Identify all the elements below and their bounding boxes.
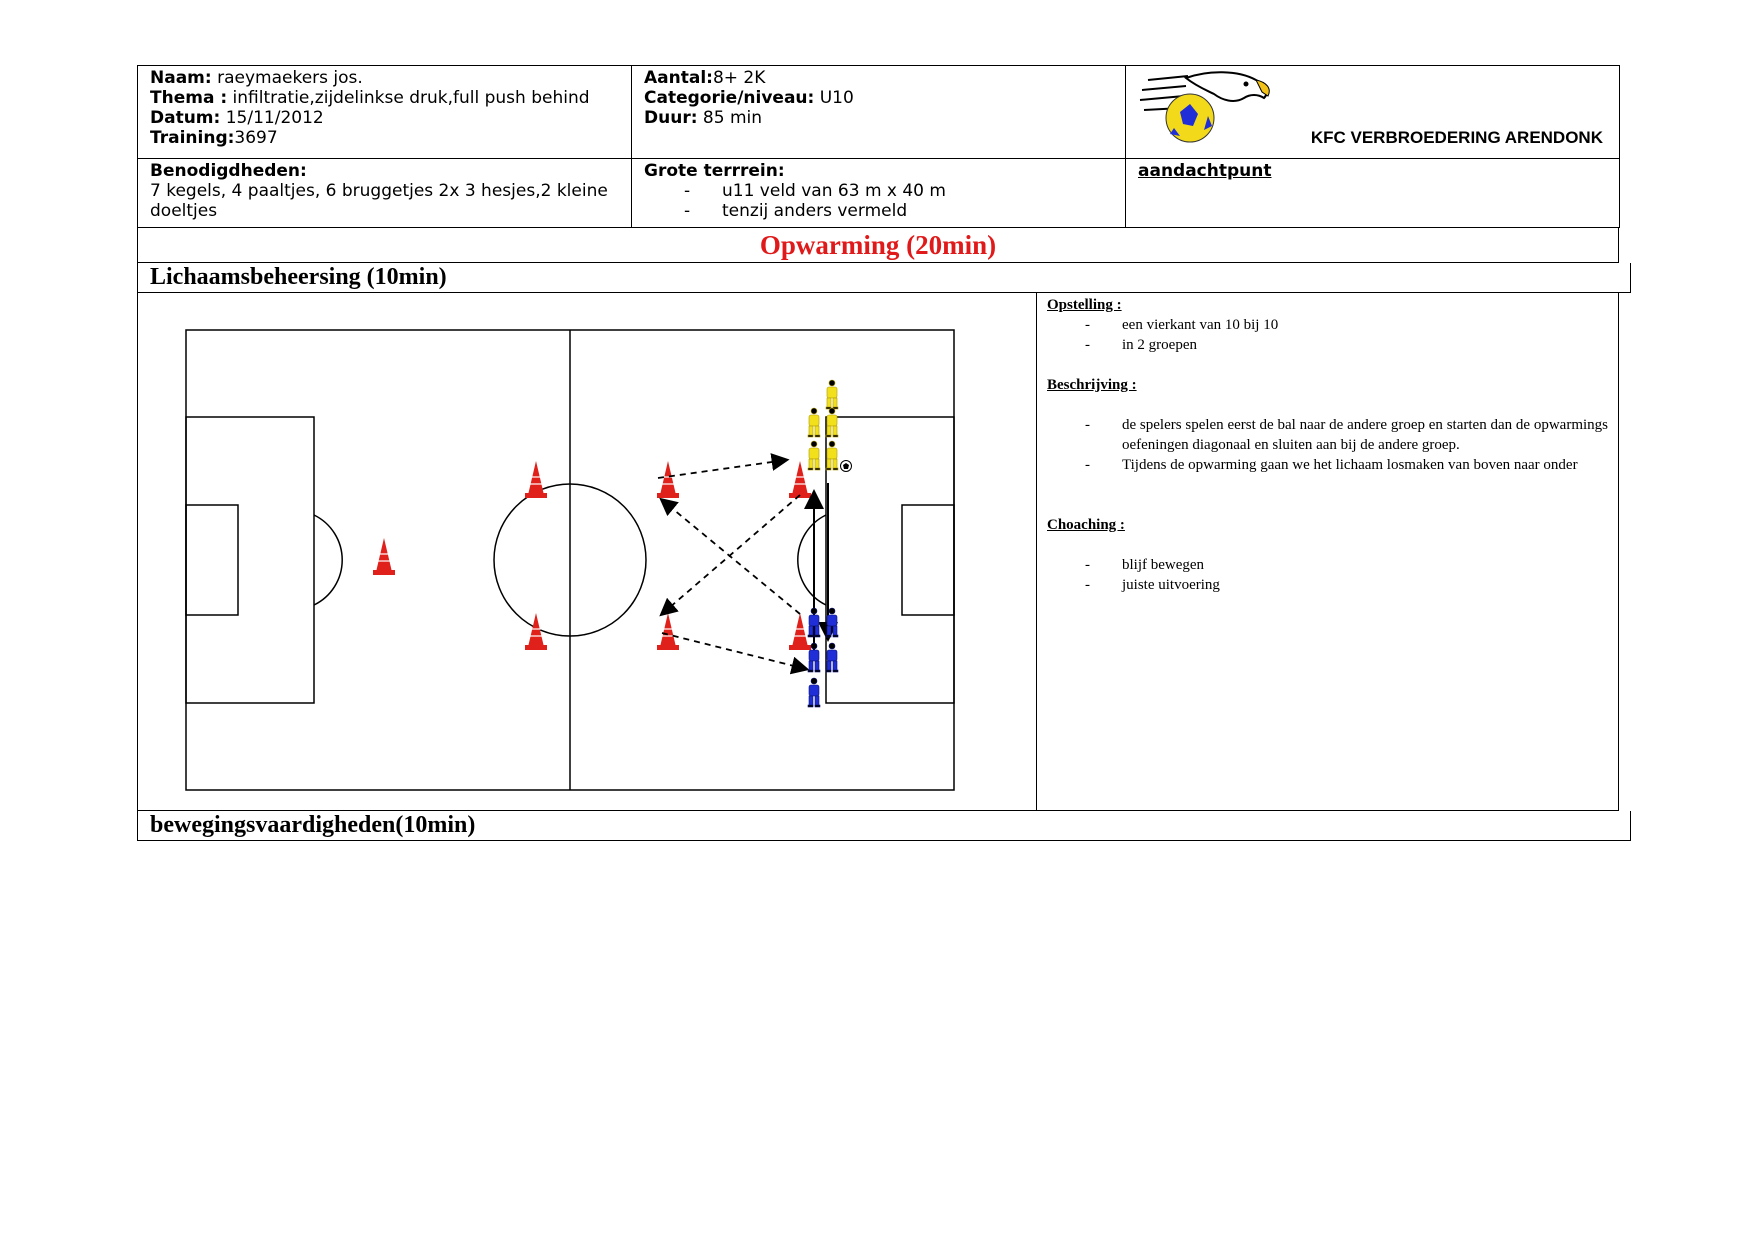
- coaching-title: Choaching :: [1047, 517, 1125, 533]
- categorie-line: [644, 88, 1113, 108]
- runs: [658, 460, 806, 669]
- materials-cell: [138, 159, 632, 228]
- coaching-item: - juiste uitvoering: [1047, 575, 1608, 595]
- player-yellow: [826, 408, 838, 437]
- field-item: - tenzij anders vermeld: [644, 201, 1113, 221]
- duur-value: 85 min: [702, 108, 762, 128]
- field-item: - u11 veld van 63 m x 40 m: [644, 181, 1113, 201]
- training-value: 3697: [234, 128, 278, 148]
- materials-value: 7 kegels, 4 paaltjes, 6 bruggetjes 2x 3 hesjes,2 kleine doeltjes: [150, 181, 608, 221]
- attention-label: aandachtpunt: [1138, 161, 1272, 181]
- description-cell: [1037, 293, 1618, 810]
- header-table: [137, 65, 1620, 228]
- run-arrow: [658, 460, 786, 478]
- right-penalty-arc: [798, 515, 826, 605]
- header-middle-cell: [632, 66, 1126, 159]
- left-penalty-arc: [314, 515, 342, 605]
- attention-cell: [1126, 159, 1620, 228]
- thema-label: Thema :: [150, 88, 228, 108]
- header-left-cell: [138, 66, 632, 159]
- pitch-diagram: [138, 293, 1036, 810]
- categorie-label: Categorie/niveau:: [644, 88, 815, 108]
- left-penalty-area: [186, 417, 314, 703]
- field-cell: [632, 159, 1126, 228]
- coaching-list: [1047, 555, 1608, 595]
- naam-value: raeymaekers jos.: [217, 68, 363, 88]
- pitch-cell: [138, 293, 1037, 810]
- player-yellow: [826, 380, 838, 409]
- run-arrow: [662, 633, 806, 669]
- description-item: - de spelers spelen eerst de bal naar de andere groep en starten dan de opwarmings oefeningen diagonaal en sluiten aan bij de andere groep.: [1047, 415, 1608, 455]
- materials-label: Benodigdheden:: [150, 161, 307, 181]
- cone: [525, 461, 547, 498]
- setup-list: [1047, 315, 1608, 355]
- description-list: [1047, 415, 1608, 475]
- setup-item: - in 2 groepen: [1047, 335, 1608, 355]
- pitch-lines: [186, 330, 954, 790]
- cone: [789, 613, 811, 650]
- datum-label: Datum:: [150, 108, 221, 128]
- team-yellow: [808, 380, 838, 470]
- thema-value: infiltratie,zijdelinkse druk,full push behind: [232, 88, 590, 108]
- training-line: [150, 128, 619, 148]
- description-item: - Tijdens de opwarming gaan we het lichaam losmaken van boven naar onder: [1047, 455, 1608, 475]
- aantal-line: [644, 68, 1113, 88]
- warmup-title: Opwarming (20min): [137, 228, 1619, 263]
- cone: [789, 461, 811, 498]
- left-goal-area: [186, 505, 238, 615]
- field-list: [644, 181, 1113, 221]
- club-name: KFC VERBROEDERING ARENDONK: [1310, 128, 1603, 147]
- player-yellow: [826, 441, 838, 470]
- club-logo: [1138, 68, 1278, 148]
- player-blue: [826, 643, 838, 672]
- cone: [657, 613, 679, 650]
- section-lichaamsbeheersing: Lichaamsbeheersing (10min): [137, 263, 1631, 293]
- player-blue: [808, 678, 820, 707]
- setup-item: - een vierkant van 10 bij 10: [1047, 315, 1608, 335]
- right-penalty-area: [826, 417, 954, 703]
- duur-label: Duur:: [644, 108, 698, 128]
- cones: [373, 461, 811, 650]
- naam-line: [150, 68, 619, 88]
- cone: [373, 538, 395, 575]
- datum-value: 15/11/2012: [225, 108, 324, 128]
- naam-label: Naam:: [150, 68, 212, 88]
- team-blue: [808, 608, 838, 707]
- player-yellow: [808, 441, 820, 470]
- field-label: Grote terrrein:: [644, 161, 785, 181]
- setup-title: Opstelling :: [1047, 297, 1122, 313]
- training-label: Training:: [150, 128, 235, 148]
- description-title: Beschrijving :: [1047, 377, 1137, 393]
- ball: [841, 461, 852, 472]
- aantal-label: Aantal:: [644, 68, 713, 88]
- duur-line: [644, 108, 1113, 128]
- exercise-block: [137, 293, 1619, 811]
- cone: [657, 461, 679, 498]
- right-goal-area: [902, 505, 954, 615]
- player-yellow: [808, 408, 820, 437]
- header-logo-cell: [1126, 66, 1620, 159]
- section-bewegingsvaardigheden: bewegingsvaardigheden(10min): [137, 811, 1631, 841]
- categorie-value: U10: [819, 88, 854, 108]
- aantal-value: 8+ 2K: [712, 68, 766, 88]
- training-sheet: [137, 65, 1619, 841]
- datum-line: [150, 108, 619, 128]
- thema-line: [150, 88, 619, 108]
- coaching-item: - blijf bewegen: [1047, 555, 1608, 575]
